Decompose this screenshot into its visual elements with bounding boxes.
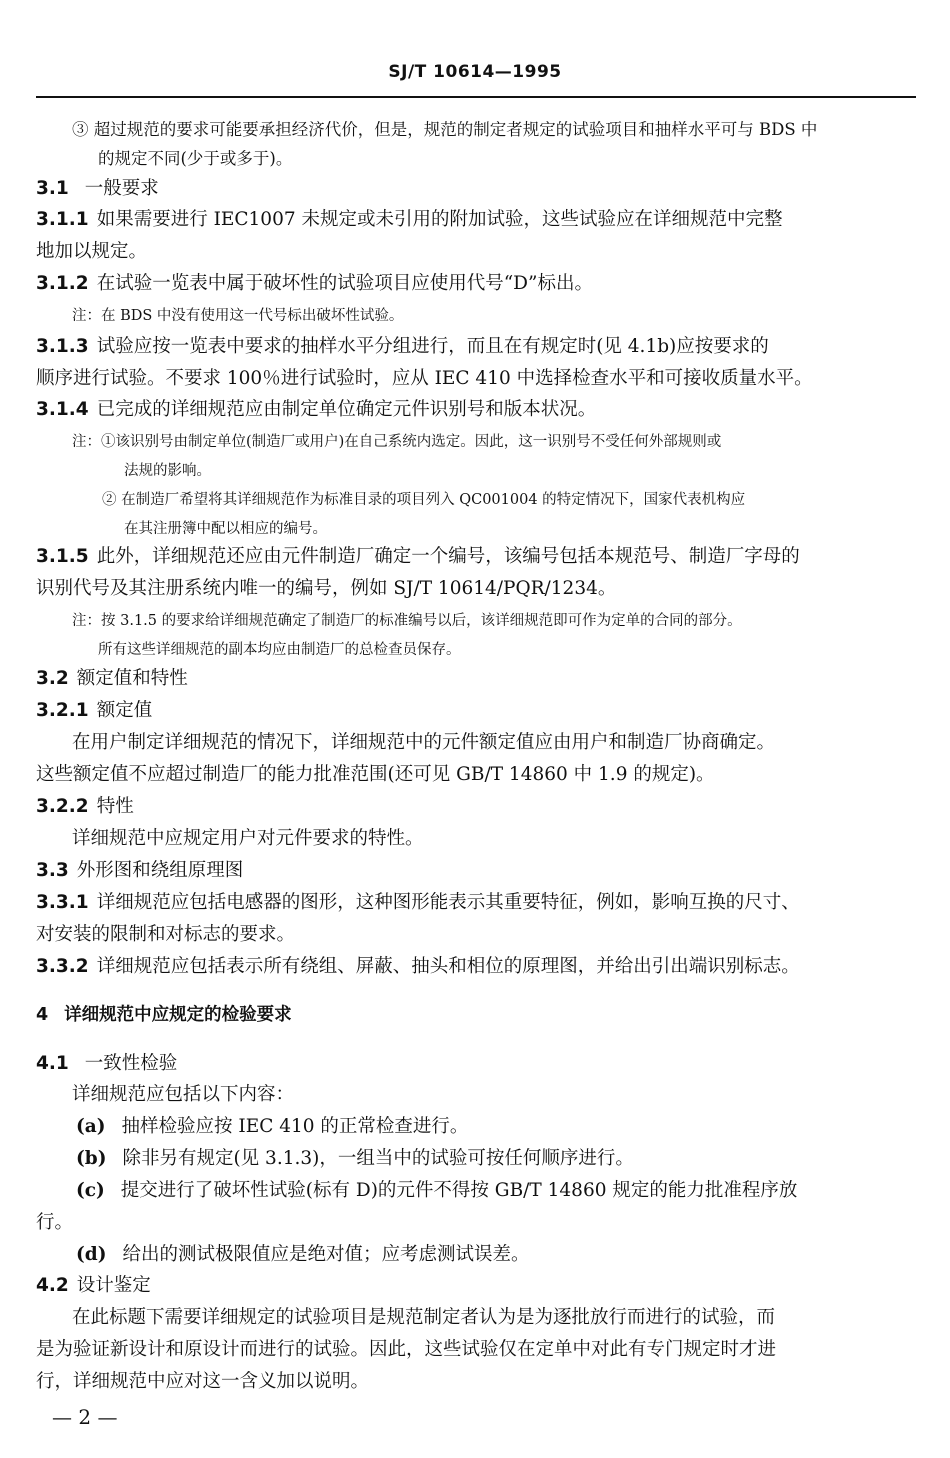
section-3-1 (36, 177, 159, 201)
section-title: 设计鉴定 (76, 1275, 151, 1296)
note-3-1-5a: 注：按 3.1.5 的要求给详细规范确定了制造厂的标准编号以后，该详细规范即可作为定单的合同的部分。 (72, 613, 742, 629)
section-number: 3.2.2 (36, 796, 89, 817)
para-text-line: 行。 (36, 1212, 74, 1233)
page-number: — 2 — (52, 1405, 118, 1429)
para-text: 详细规范应包括表示所有绕组、屏蔽、抽头和相位的原理图，并给出引出端识别标志。 (96, 956, 800, 977)
section-number: 3.1.3 (36, 336, 89, 357)
note-3-1-2: 注：在 BDS 中没有使用这一代号标出破坏性试验。 (72, 308, 404, 324)
section-number: 3.3.2 (36, 956, 89, 977)
para-3-1-3 (36, 335, 769, 359)
note-3-1-4-2a: ② 在制造厂希望将其详细规范作为标准目录的项目列入 QC001004 的特定情况下，国家代表机构应 (102, 492, 746, 508)
list-label: (c) (76, 1180, 105, 1201)
para-text-line: 行，详细规范中应对这一含义加以说明。 (36, 1371, 370, 1392)
para-text-line: 对安装的限制和对标志的要求。 (36, 924, 296, 945)
list-text: 提交进行了破坏性试验(标有 D)的元件不得按 GB/T 14860 规定的能力批准程序放 (120, 1180, 798, 1201)
header-rule (36, 96, 916, 98)
para-text-line: 顺序进行试验。不要求 100％进行试验时，应从 IEC 410 中选择检查水平和可接收质量水平。 (36, 368, 813, 389)
section-3-3 (36, 859, 243, 883)
para-text-line: 在用户制定详细规范的情况下，详细规范中的元件额定值应由用户和制造厂协商确定。 (72, 732, 776, 753)
para-3-3-1 (36, 891, 800, 915)
section-number: 3.1.1 (36, 209, 89, 230)
note-3-1-4-1b: 法规的影响。 (124, 463, 211, 479)
list-item-c (76, 1179, 797, 1203)
section-number: 3.1.2 (36, 273, 89, 294)
list-label: (d) (76, 1244, 107, 1265)
section-title: 外形图和绕组原理图 (76, 860, 244, 881)
note-3-1-4-1a: 注：①该识别号由制定单位(制造厂或用户)在自己系统内选定。因此，这一识别号不受任何外部规则或 (72, 434, 722, 450)
list-text: 抽样检验应按 IEC 410 的正常检查进行。 (121, 1116, 469, 1137)
para-text-line: 是为验证新设计和原设计而进行的试验。因此，这些试验仅在定单中对此有专门规定时才进 (36, 1339, 777, 1360)
section-title: 额定值和特性 (76, 668, 188, 689)
para-3-1-2 (36, 272, 593, 296)
para-3-3-2 (36, 955, 800, 979)
list-text: 给出的测试极限值应是绝对值；应考虑测试误差。 (122, 1244, 530, 1265)
para-text: 如果需要进行 IEC1007 未规定或未引用的附加试验，这些试验应在详细规范中完整 (96, 209, 783, 230)
para-text-line: 地加以规定。 (36, 241, 148, 262)
section-3-2-2 (36, 795, 134, 819)
para-text-line: 详细规范应包括以下内容： (72, 1084, 295, 1105)
section-number: 3.2.1 (36, 700, 89, 721)
para-3-1-4 (36, 398, 596, 422)
para-text: 在试验一览表中属于破坏性的试验项目应使用代号“D”标出。 (96, 273, 593, 294)
section-3-2-1 (36, 699, 152, 723)
para-text-line: 详细规范中应规定用户对元件要求的特性。 (72, 828, 424, 849)
para-text-line: 这些额定值不应超过制造厂的能力批准范围(还可见 GB/T 14860 中 1.9 的规定)。 (36, 764, 715, 785)
note-3-1-4-2b: 在其注册簿中配以相应的编号。 (124, 521, 327, 537)
section-4 (36, 1003, 292, 1027)
list-item-a (76, 1115, 468, 1139)
list-text: 除非另有规定(见 3.1.3)，一组当中的试验可按任何顺序进行。 (122, 1148, 634, 1169)
section-number: 3.1.5 (36, 546, 89, 567)
note-3a: ③ 超过规范的要求可能要承担经济代价，但是，规范的制定者规定的试验项目和抽样水平可与 BDS 中 (72, 120, 818, 139)
list-item-d (76, 1243, 529, 1267)
section-number: 3.3.1 (36, 892, 89, 913)
section-number: 3.1.4 (36, 399, 89, 420)
para-text: 试验应按一览表中要求的抽样水平分组进行，而且在有规定时(见 4.1b)应按要求的 (96, 336, 769, 357)
list-item-b (76, 1147, 634, 1171)
para-3-1-1 (36, 208, 783, 232)
section-4-2 (36, 1274, 151, 1298)
section-title: 特性 (96, 796, 134, 817)
note-3-1-5b: 所有这些详细规范的副本均应由制造厂的总检查员保存。 (98, 642, 461, 658)
section-title: 一致性检验 (84, 1053, 178, 1074)
section-number: 4 (36, 1005, 49, 1025)
note-3b: 的规定不同(少于或多于)。 (98, 149, 293, 168)
section-number: 4.1 (36, 1053, 69, 1074)
section-title: 额定值 (96, 700, 153, 721)
list-label: (a) (76, 1116, 106, 1137)
para-text-line: 识别代号及其注册系统内唯一的编号，例如 SJ/T 10614/PQR/1234。 (36, 578, 617, 599)
section-number: 4.2 (36, 1275, 69, 1296)
section-title: 详细规范中应规定的检验要求 (64, 1005, 292, 1025)
section-4-1 (36, 1052, 177, 1076)
para-text: 详细规范应包括电感器的图形，这种图形能表示其重要特征，例如，影响互换的尺寸、 (96, 892, 800, 913)
section-number: 3.3 (36, 860, 69, 881)
para-text: 此外，详细规范还应由元件制造厂确定一个编号，该编号包括本规范号、制造厂字母的 (96, 546, 800, 567)
section-title: 一般要求 (84, 178, 159, 199)
para-text-line: 在此标题下需要详细规定的试验项目是规范制定者认为是为逐批放行而进行的试验，而 (72, 1307, 776, 1328)
para-3-1-5 (36, 545, 800, 569)
section-number: 3.1 (36, 178, 69, 199)
list-label: (b) (76, 1148, 107, 1169)
section-number: 3.2 (36, 668, 69, 689)
section-3-2 (36, 667, 188, 691)
para-text: 已完成的详细规范应由制定单位确定元件识别号和版本状况。 (96, 399, 597, 420)
header-standard-number: SJ/T 10614—1995 (388, 62, 562, 82)
